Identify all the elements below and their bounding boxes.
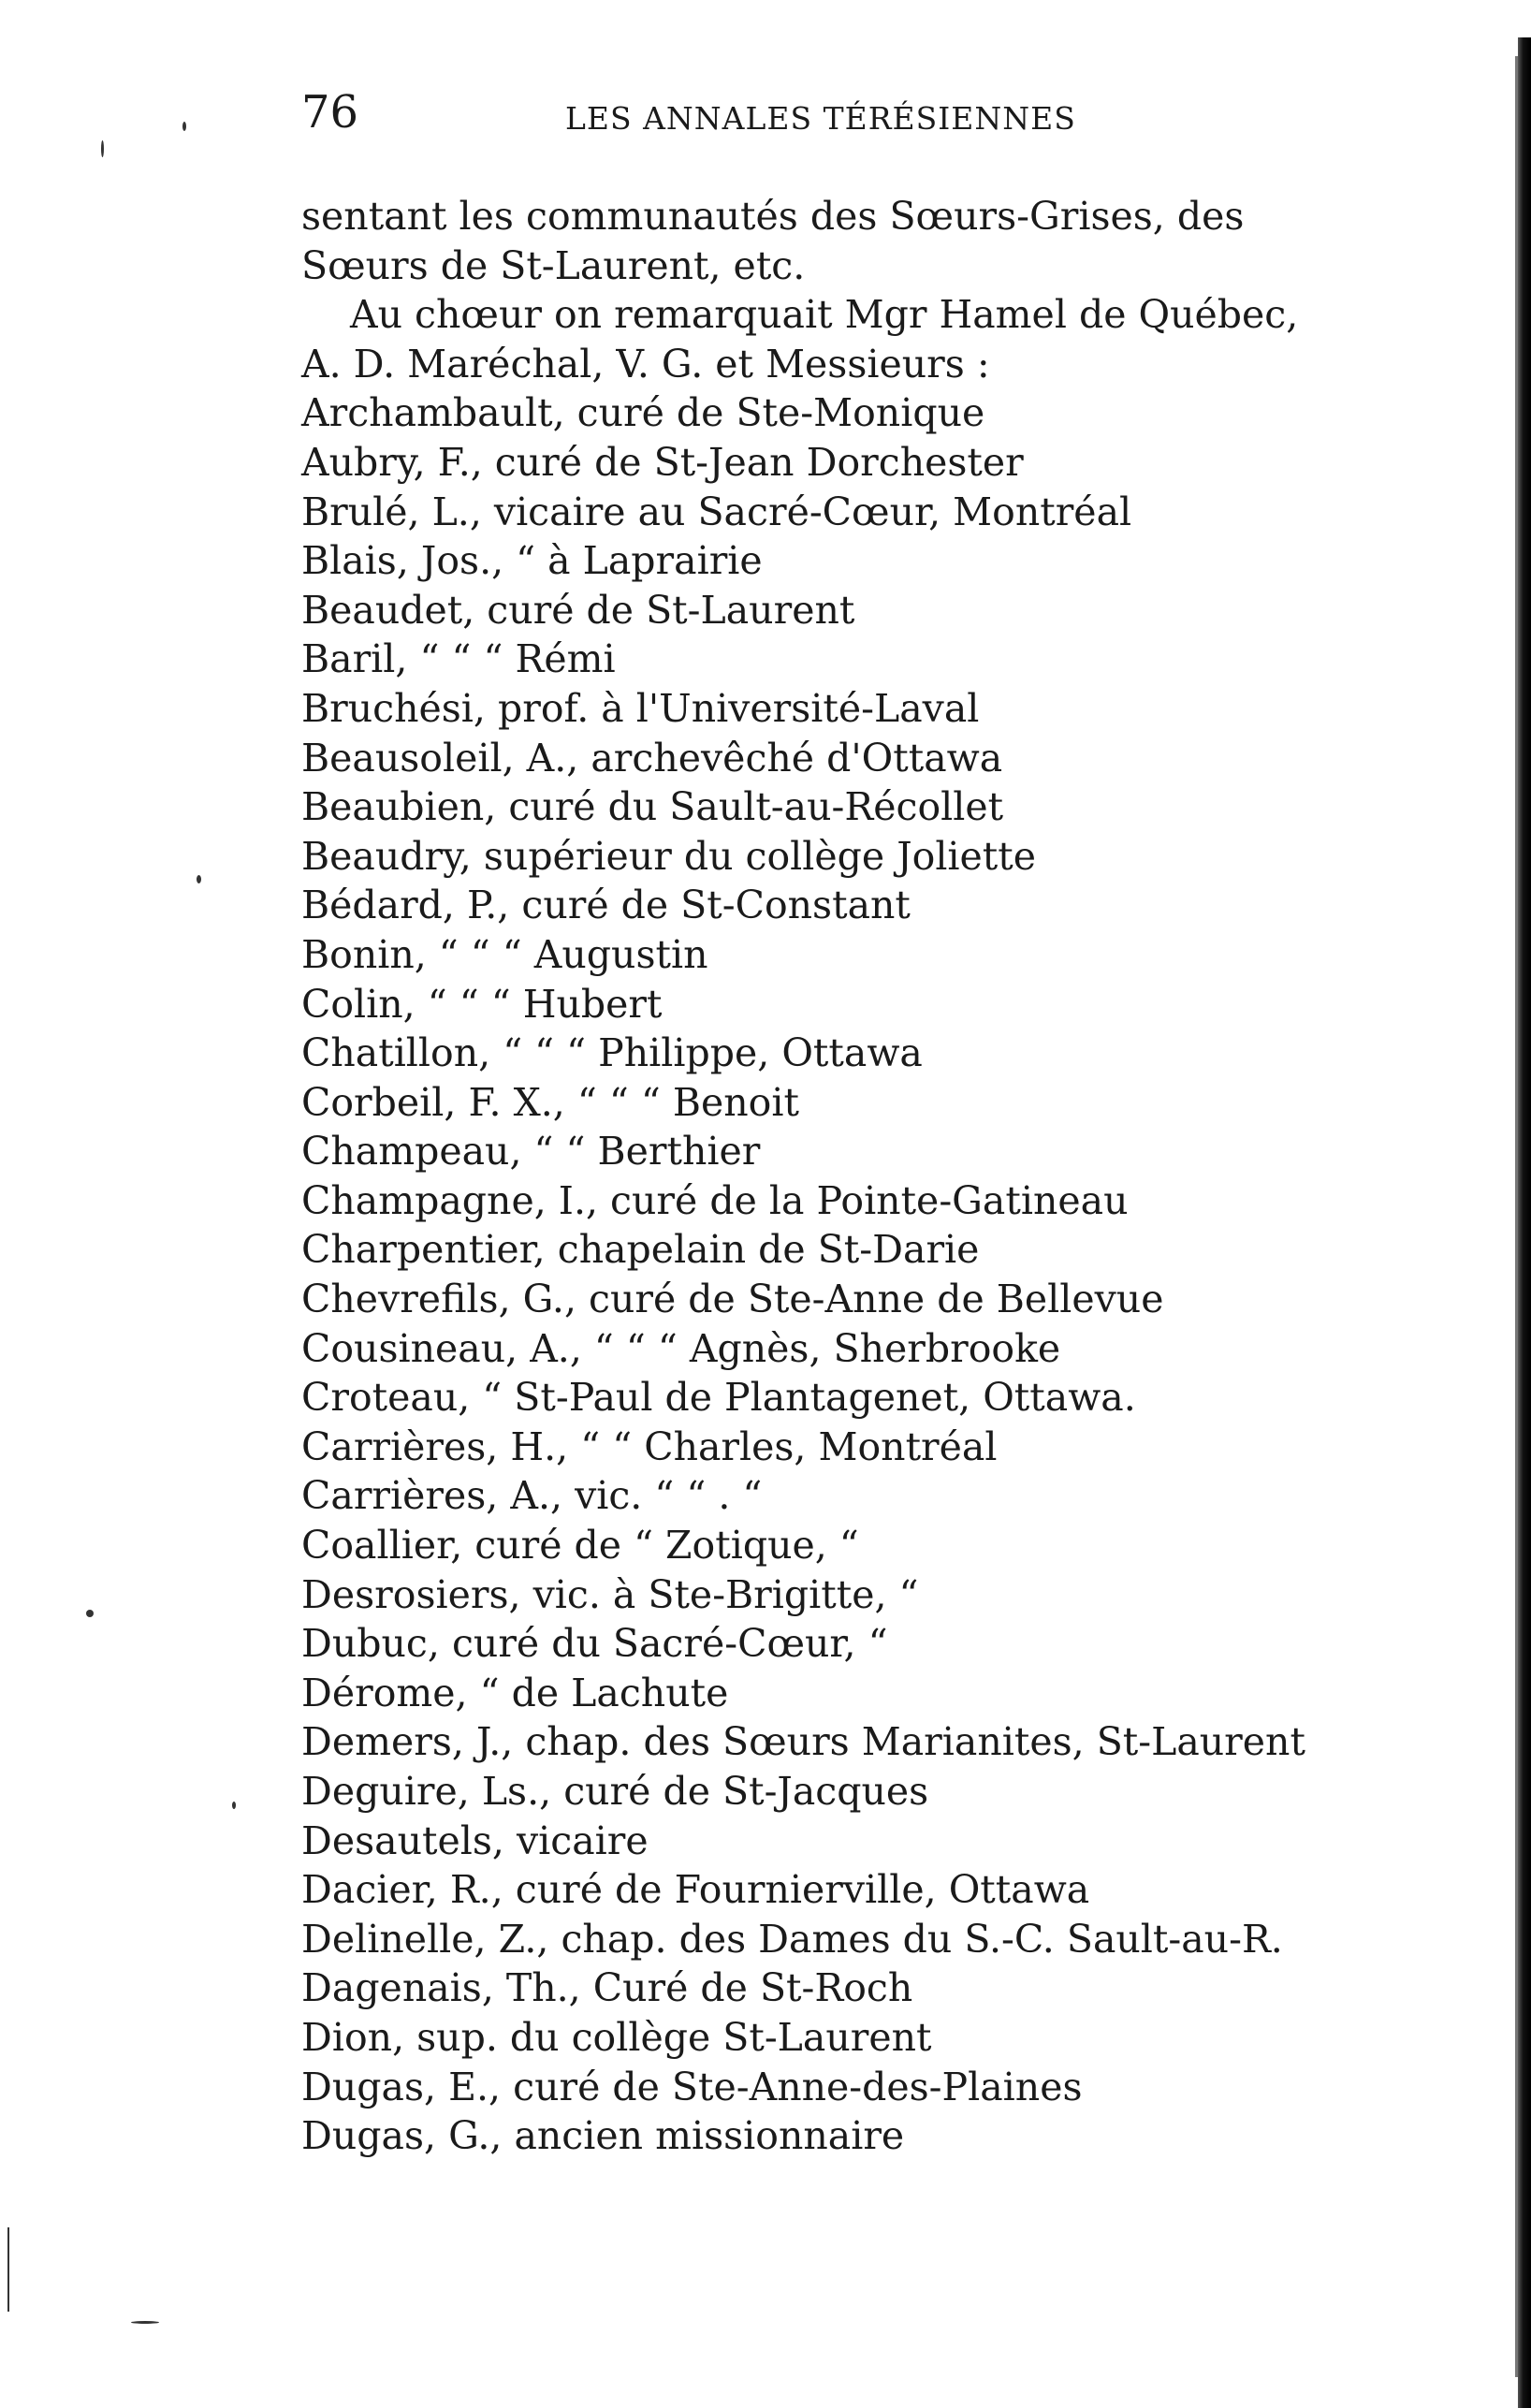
scan-speck [86,1610,94,1617]
page-number: 76 [301,86,359,139]
list-item: Archambault, curé de Ste-Monique [301,390,985,436]
list-item: Chevrefils, G., curé de Ste-Anne de Bellevue [301,1277,1164,1322]
list-item: Coallier, curé de “ Zotique, “ [301,1523,859,1569]
list-item: Delinelle, Z., chap. des Dames du S.-C. Sault-au-R. [301,1916,1283,1962]
list-item: Croteau, “ St-Paul de Plantagenet, Ottawa. [301,1375,1136,1421]
list-item: Carrières, A., vic. “ “ . “ [301,1473,763,1519]
list-item: Bonin, “ “ “ Augustin [301,931,708,977]
list-item: Cousineau, A., “ “ “ Agnès, Sherbrooke [301,1325,1061,1371]
scan-speck [197,875,201,883]
scan-speck [7,2227,9,2312]
scan-speck [101,140,104,157]
body-text [301,192,1462,2161]
list-item: Deguire, Ls., curé de St-Jacques [301,1769,929,1814]
scan-edge-line [1515,56,1518,2377]
list-item: Dubuc, curé du Sacré-Cœur, “ [301,1621,888,1667]
list-item: Baril, “ “ “ Rémi [301,636,616,682]
list-item: Aubry, F., curé de St-Jean Dorchester [301,439,1024,485]
list-item: Carrières, H., “ “ Charles, Montréal [301,1423,998,1469]
list-item: Bédard, P., curé de St-Constant [301,883,911,928]
list-item: Dugas, E., curé de Ste-Anne-des-Plaines [301,2064,1083,2109]
list-item: Dion, sup. du collège St-Laurent [301,2014,932,2060]
text-line: Sœurs de St-Laurent, etc. [301,242,806,288]
text-line: sentant les communautés des Sœurs-Grises, des [301,194,1245,239]
list-item: Dérome, “ de Lachute [301,1670,729,1715]
text-line: Au chœur on remarquait Mgr Hamel de Québec, [350,292,1299,338]
list-item: Bruchési, prof. à l'Université-Laval [301,685,980,731]
page-header [301,86,1499,155]
scan-speck [131,2321,159,2324]
list-item: Desautels, vicaire [301,1817,649,1863]
scan-edge [1518,37,1531,2408]
list-item: Beaubien, curé du Sault-au-Récollet [301,784,1004,830]
list-item: Beaudry, supérieur du collège Joliette [301,833,1037,879]
scan-speck [182,122,186,131]
list-item: Champeau, “ “ Berthier [301,1129,761,1175]
list-item: Demers, J., chap. des Sœurs Marianites, St-Laurent [301,1719,1305,1765]
list-item: Desrosiers, vic. à Ste-Brigitte, “ [301,1571,919,1617]
list-item: Dacier, R., curé de Fournierville, Ottawa [301,1867,1090,1913]
list-item: Brulé, L., vicaire au Sacré-Cœur, Montréal [301,489,1132,534]
list-item: Dagenais, Th., Curé de St-Roch [301,1965,913,2011]
list-item: Colin, “ “ “ Hubert [301,981,663,1027]
list-item: Dugas, G., ancien missionnaire [301,2113,905,2159]
scan-speck [232,1802,236,1809]
list-item: Corbeil, F. X., “ “ “ Benoit [301,1079,799,1125]
text-line: A. D. Maréchal, V. G. et Messieurs : [301,341,990,387]
list-item: Beaudet, curé de St-Laurent [301,587,855,633]
list-item: Champagne, I., curé de la Pointe-Gatineau [301,1177,1129,1223]
list-item: Charpentier, chapelain de St-Darie [301,1227,980,1273]
running-head: LES ANNALES TÉRÉSIENNES [565,100,1076,137]
list-item: Beausoleil, A., archevêché d'Ottawa [301,735,1003,781]
list-item: Blais, Jos., “ à Laprairie [301,538,763,584]
list-item: Chatillon, “ “ “ Philippe, Ottawa [301,1030,923,1076]
